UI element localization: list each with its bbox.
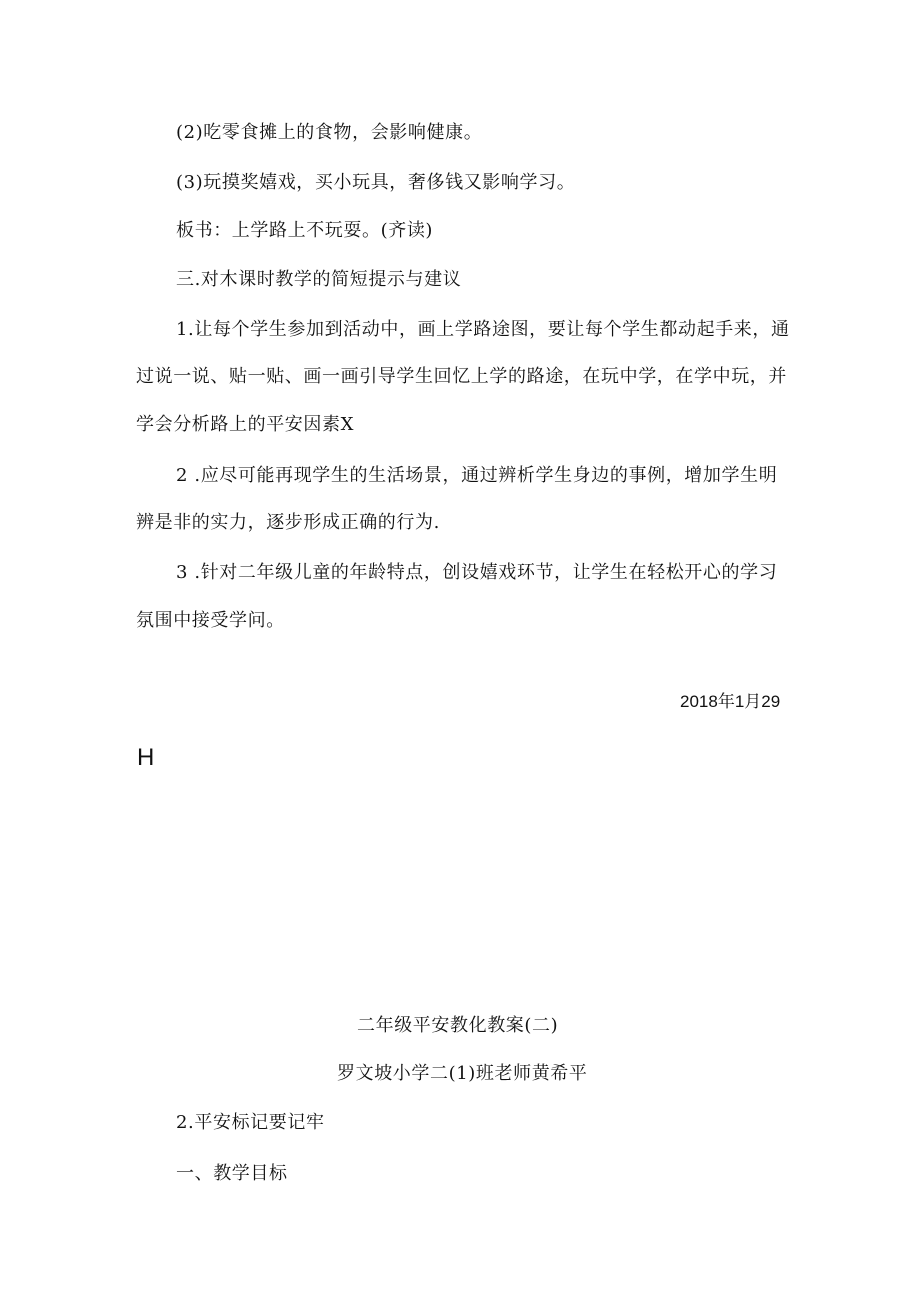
author-line: 罗文坡小学二(1)班老师黄希平: [337, 1063, 588, 1084]
tip-3-line-2: 氛围中接受学问。: [136, 610, 285, 631]
stray-mark: H: [137, 744, 155, 771]
document-date: 2018年1月29: [680, 692, 781, 711]
tip-1-line-3: 学会分析路上的平安因素X: [136, 414, 355, 435]
lesson-topic: 2.平安标记要记牢: [176, 1112, 325, 1133]
tip-2-line-2: 辨是非的实力，逐步形成正确的行为.: [136, 512, 440, 533]
tip-3-line-1: 3 .针对二年级儿童的年龄特点，创设嬉戏环节，让学生在轻松开心的学习: [176, 562, 778, 583]
tip-1-line-2: 过说一说、贴一贴、画一画引导学生回忆上学的路途，在玩中学，在学中玩，并: [136, 366, 787, 387]
list-item-3: (3)玩摸奖嬉戏，买小玩具，奢侈钱又影响学习。: [176, 172, 576, 193]
lesson-title: 二年级平安教化教案(二): [357, 1015, 559, 1036]
section-3-heading: 三.对木课时教学的简短提示与建议: [176, 269, 462, 290]
list-item-2: (2)吃零食摊上的食物，会影响健康。: [176, 122, 483, 143]
tip-2-line-1: 2 .应尽可能再现学生的生活场景，通过辨析学生身边的事例，增加学生明: [176, 465, 778, 486]
objectives-heading: 一、教学目标: [176, 1163, 288, 1184]
blackboard-note: 板书：上学路上不玩耍。(齐读): [176, 220, 434, 241]
tip-1-line-1: 1.让每个学生参加到活动中，画上学路途图，要让每个学生都动起手来，通: [176, 319, 790, 340]
